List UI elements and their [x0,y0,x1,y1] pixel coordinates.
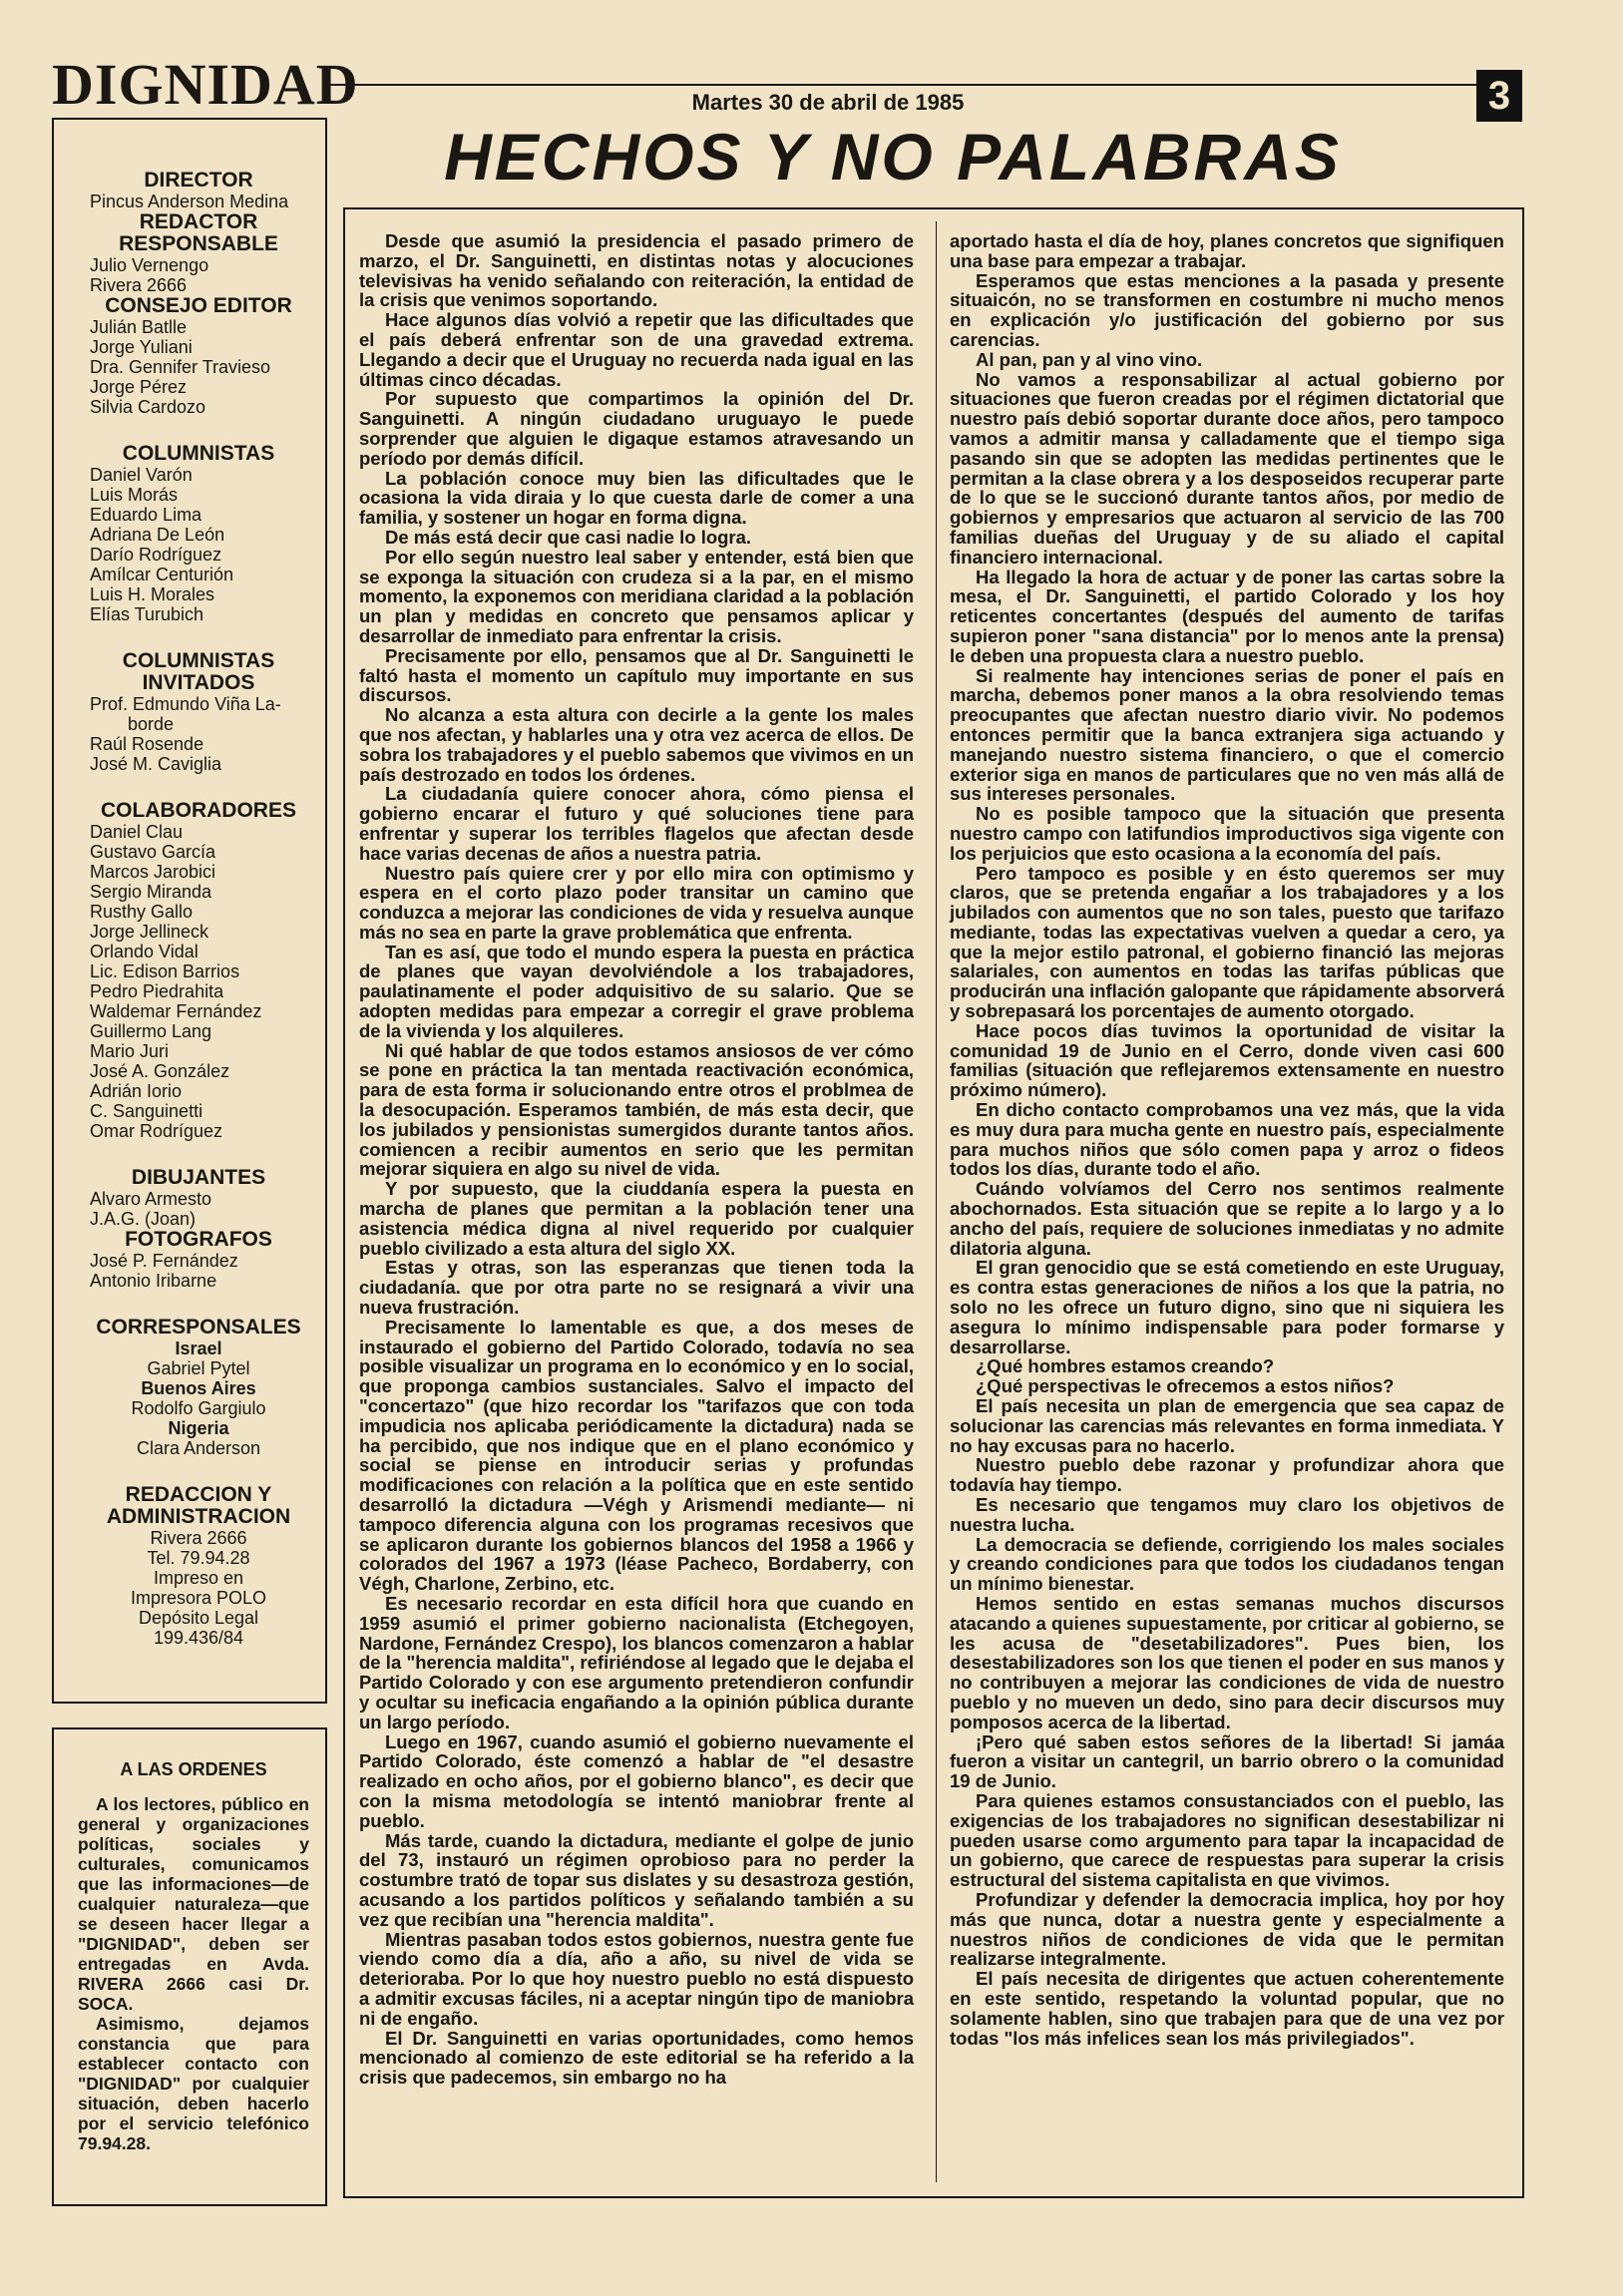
article-paragraph: En dicho contacto comprobamos una vez más, que la vida es muy dura para mucha gente en nuestro país, especialmente para muchos niños que sólo comen papa y arroz o fideos todos los días, durante todo el año. [950,1099,1504,1180]
article-paragraph: La población conoce muy bien las dificultades que le ocasiona la vida diraia y lo que cuesta darle de comer a una familia, y sostener un hogar en forma digna. [359,467,914,529]
staff-name: Adriana De León [90,525,225,545]
redactor-heading: REDACTOR RESPONSABLE [119,210,278,255]
staff-name: Gustavo García [90,842,216,862]
staff-name: Waldemar Fernández [90,1001,262,1021]
article-paragraph: Esperamos que estas menciones a la pasada y presente situaicón, no se transformen en costumbre ni mucho menos en explicación y/o justificación del gobierno por sus carencias. [950,269,1504,350]
staff-name: Jorge Yuliani [90,337,193,357]
article-paragraph: El gran genocidio que se está cometiendo en este Uruguay, es contra estas generaciones de niños a los que la patria, no solo no les ofrece un futuro digno, sino que ni siquiera les asegura lo mínimo indispensable para poder formarse y desarrollarse. [950,1257,1504,1357]
staff-name: Guillermo Lang [90,1021,212,1041]
redaccion-line: Impresora POLO [130,1588,267,1608]
article-paragraph: Hace pocos días tuvimos la oportunidad de visitar la comunidad 19 de Junio en el Cerro, donde viven casi 600 familias (situación que reflejaremos extensamente en nuestro próximo número). [950,1019,1504,1101]
staff-name: Rusthy Gallo [90,902,194,922]
staff-name: Daniel Varón [90,465,193,485]
staff-name: Lic. Edison Barrios [90,961,240,981]
article-paragraph: Estas y otras, son las esperanzas que tienen toda la ciudadanía. que por otra parte no se resignará a vivir una nueva frustración. [359,1257,914,1319]
columnistas-heading: COLUMNISTAS [122,442,275,465]
article-paragraph: Por ello según nuestro leal saber y entender, está bien que se exponga la situación con crudeza si a la par, en el mismo momento, la exponemos con meridiana claridad a la población un plan y medidas en concreto que pensamos aplicar y desarrollar de inmediato para enfrentar la crisis. [359,546,914,646]
corresponsal-name: Gabriel Pytel [147,1358,250,1378]
redaccion-line: 199.436/84 [153,1628,244,1648]
staff-name: Jorge Pérez [90,377,188,397]
redaccion-line: Rivera 2666 [150,1528,247,1548]
article-paragraph: Hemos sentido en estas semanas muchos discursos atacando a quienes supuestamente, por criticar al gobierno, se les acusa de "desetabilizadores". Pues bien, los desestabilizadores son los que tienen el poder en sus manos y no contribuyen a mejorar las condiciones de vida de nuestro pueblo y no mueven un dedo, sino para decir discursos muy pomposos acerca de la libertad. [950,1592,1504,1732]
article-paragraph: Nuestro pueblo debe razonar y profundizar ahora que todavía hay tiempo. [950,1454,1504,1496]
staff-name: Pedro Piedrahita [90,981,224,1001]
article-paragraph: La ciudadanía quiere conocer ahora, cómo piensa el gobierno encarar el futuro y qué soluciones tiene para enfrentar y superar los terribles flagelos que afectan desde hace varias decenas de años a nuestra patria. [359,783,914,864]
notice-title: A LAS ORDENES [120,1759,267,1779]
corresponsal-place: Nigeria [168,1418,229,1438]
article-column-2 [950,231,1504,2048]
staff-name: Silvia Cardozo [90,397,206,417]
staff-box [52,118,327,1704]
invitados-heading: COLUMNISTAS INVITADOS [122,649,275,694]
masthead-rule [329,84,1481,86]
staff-name: Luis H. Morales [90,584,215,604]
staff-name: Sergio Miranda [90,882,212,902]
article-paragraph: Ni qué hablar de que todos estamos ansiosos de ver cómo se pone en práctica la tan mentada reactivación económica, para de esta forma ir solucionando entre otros el problmea de la desocupación. Esperamos también, de más esta decir, que los jubilados y pensionistas sumergidos durante tantos años. comiencen a recibir aumentos en serio que les permitan mejorar siquiera en algo su nivel de vida. [359,1039,914,1180]
article-paragraph: Profundizar y defender la democracia implica, hoy por hoy más que nunca, dotar a nuestra gente y especialmente a nuestros niños de condiciones de vida que le permitan realizarse integralmente. [950,1888,1504,1970]
notice-paragraph: A los lectores, público en general y organizaciones políticas, sociales y culturales, comunicamos que las informaciones—de cualquier naturaleza—que se deseen hacer llegar a "DIGNIDAD", deben ser entregadas en Avda. RIVERA 2666 casi Dr. SOCA. [78,1794,309,2014]
article-paragraph: ¿Qué hombres estamos creando? [976,1355,1275,1377]
article-paragraph: No vamos a responsabilizar al actual gobierno por situaciones que fueron creadas por el régimen dictatorial que nuestro país debió soportar durante doce años, pero tampoco vamos a admitir mansa y calladamente que el tiempo siga pasando sin que se adopten las medidas pertinentes que le permitan a la clase obrera y a los desposeidos recuperar parte de lo que se le succionó durante tantos años, por medio de gobiernos y empresarios que actuaron al servicio de las 700 familias dueñas del Uruguay y de su aliado el capital financiero internacional. [950,368,1504,568]
corresponsal-place: Israel [175,1339,222,1358]
article-paragraph: El país necesita un plan de emergencia que sea capaz de solucionar las carencias más relevantes en forma inmediata. Y no hay excusas para no hacerlo. [950,1395,1504,1456]
staff-name: Adrián Iorio [90,1081,183,1101]
colaboradores-heading: COLABORADORES [100,799,296,822]
article-paragraph: Es necesario recordar en esta difícil hora que cuando en 1959 asumió el primer gobierno nacionalista (Etchegoyen, Nardone, Fernández Crespo), los blancos comenzaron a hablar de la "herencia maldita", refiriéndose al legado que le dejaba el Partido Colorado y con ese argumento pretendieron confundir y ocultar su ineficacia engañando a la opinión pública durante un largo período. [359,1592,914,1732]
issue-date: Martes 30 de abril de 1985 [691,90,965,115]
article-column-1 [359,231,914,2088]
article-paragraph: aportado hasta el día de hoy, planes concretos que signifiquen una base para empezar a trabajar. [950,230,1504,271]
consejo-heading: CONSEJO EDITOR [105,294,292,317]
article-paragraph: Precisamente lo lamentable es que, a dos meses de instaurado el gobierno del Partido Colorado, todavía no sea posible visualizar un programa en lo económico y en lo social, que proponga cambios sustanciales. Salvo el impacto del "concertazo" (que hizo recordar los "tarifazos que con toda impudicia nos aplicaba periódicamente la dictadura) nada se ha percibido, que nos indique que en el plano económico y social se piense en introducir serias y profundas modificaciones con relación a la política que en este sentido desarrolló la dictadura —Végh y Arismendi mediante— ni tampoco diferencia alguna con los programas recesivos que se aplicaron durante los gobiernos blancos del 1958 a 1966 y colorados del 1967 a 1973 (léase Pacheco, Bordaberry, con Végh, Charlone, Zerbino, etc. [359,1316,914,1595]
notice-paragraph: Asimismo, dejamos constancia que para establecer contacto con "DIGNIDAD" por cualquier situación, deben hacerlo por el servicio telefónico 79.94.28. [78,2014,309,2153]
article-paragraph: Ha llegado la hora de actuar y de poner las cartas sobre la mesa, el Dr. Sanguinetti, el partido Colorado y los hoy reticentes concertantes (después del aumento de tarifas supieron poner "sana distancia" por lo menos ante la prensa) le deben una propuesta clara a nuestro pueblo. [950,566,1504,666]
notice-body [78,1794,309,2153]
staff-name: Elías Turubich [90,604,204,624]
staff-name: Amílcar Centurión [90,565,234,584]
staff-name: Alvaro Armesto [90,1189,212,1209]
corresponsal-name: Rodolfo Gargiulo [131,1398,266,1418]
staff-name: José M. Caviglia [90,754,222,774]
staff-name: C. Sanguinetti [90,1101,203,1121]
dibujantes-heading: DIBUJANTES [131,1166,266,1189]
article-paragraph: No es posible tampoco que la situación que presenta nuestro campo con latifundios improductivos siga vigente con los perjuicios que esto ocasiona a la economía del país. [950,803,1504,864]
article-paragraph: Mientras pasaban todos estos gobiernos, nuestra gente fue viendo como día a día, año a año, su nivel de vida se deterioraba. Por lo que hoy nuestro pueblo no está dispuesto a admitir excusas fáciles, ni a aceptar ningún tipo de maniobra ni de engaño. [359,1928,914,2029]
article-paragraph: La democracia se defiende, corrigiendo los males sociales y creando condiciones para que todos los ciudadanos tengan un mínimo bienestar. [950,1533,1504,1595]
staff-name: Mario Juri [90,1041,170,1061]
staff-name: Luis Morás [90,485,179,505]
notice-box [52,1727,327,2206]
fotografos-heading: FOTOGRAFOS [125,1228,272,1251]
article-paragraph: Tan es así, que todo el mundo espera la puesta en práctica de planes que vayan devolviéndole a los trabajadores, paulatinamente el poder adquisitivo de su salario. Que se adopten medidas para empezar a corregir el grave problema de la vivienda y los alquileres. [359,941,914,1041]
staff-name: Marcos Jarobici [90,862,216,882]
staff-name: Julián Batlle [90,317,188,337]
staff-name: José A. González [90,1061,230,1081]
article-paragraph: No alcanza a esta altura con decirle a la gente los males que nos afectan, y hablarles una y otra vez acerca de ellos. De sobra los trabajadores y el pueblo sabemos que vivimos en un país destrozado en todos los órdenes. [359,704,914,785]
staff-name: Julio Vernengo [90,255,209,275]
redaccion-line: Impreso en [153,1568,244,1588]
article-paragraph: Precisamente por ello, pensamos que al Dr. Sanguinetti le faltó hasta el momento un capítulo muy importante en sus discursos. [359,644,914,706]
article-paragraph: Para quienes estamos consustanciados con el pueblo, las exigencias de los trabajadores no significan desestabilizar ni pueden usarse como argumento para tapar la incapacidad de un gobierno, que carece de respuestas para superar la crisis estructural del sistema capitalista en que vivimos. [950,1789,1504,1891]
article-paragraph: Al pan, pan y al vino vino. [976,348,1203,370]
staff-name: Darío Rodríguez [90,545,222,565]
article-paragraph: El país necesita de dirigentes que actuen coherentemente en este sentido, respetando la voluntad popular, que no solamente hablen, sino que trabajen para que de una vez por todas "los más infelices sean los más privilegiados". [950,1968,1504,2049]
article-paragraph: Desde que asumió la presidencia el pasado primero de marzo, el Dr. Sanguinetti, en distintas notas y alocuciones televisivas ha venido señalando con reiteración, la entidad de la crisis que venimos soportando. [359,230,914,311]
staff-name: Eduardo Lima [90,505,203,525]
redaccion-line: Depósito Legal [138,1608,259,1628]
column-rule [936,221,937,2182]
staff-name: Prof. Edmundo Viña La- [90,694,281,714]
corresponsales-heading: CORRESPONSALES [96,1316,301,1339]
director-heading: DIRECTOR [144,169,253,191]
staff-name: borde [128,714,175,734]
article-paragraph: De más está decir que casi nadie lo logra. [385,526,752,548]
article-paragraph: Nuestro país quiere crer y por ello mira con optimismo y espera en el corto plazo poder transitar un camino que conduzca a mejorar las condiciones de vida y resuelva aunque más no sea en parte la grave problemática que enfrenta. [359,862,914,943]
article-paragraph: ¡Pero qué saben estos señores de la libertad! Si jamáa fueron a visitar un cantegril, un barrio obrero o la comunidad 19 de Junio. [950,1730,1504,1792]
staff-name: Daniel Clau [90,822,184,842]
staff-name: Orlando Vidal [90,942,199,961]
article-paragraph: ¿Qué perspectivas le ofrecemos a estos niños? [976,1375,1395,1397]
article-paragraph: Más tarde, cuando la dictadura, mediante el golpe de junio del 73, instauró un régimen oprobioso para no perder la costumbre trató de topar sus dislates y su desastroza gestión, acusando a los partidos políticos y señalando también a su vez que recibían una "herencia maldita". [359,1829,914,1930]
staff-name: Rivera 2666 [90,275,188,295]
article-paragraph: Cuándo volvíamos del Cerro nos sentimos realmente abochornados. Esta situación que se repite a lo largo y a lo ancho del país, requiere de soluciones inmediatas y no admite dilatoria alguna. [950,1178,1504,1259]
article-paragraph: Luego en 1967, cuando asumió el gobierno nuevamente el Partido Colorado, éste comenzó a hablar de "el desastre realizado en ocho años, por el gobierno blanco", es decir que con la misma metodología se intentó maniobrar frente al pueblo. [359,1730,914,1831]
article-paragraph: Hace algunos días volvió a repetir que las dificultades que el país deberá enfrentar son de una gravedad extrema. Llegando a decir que el Uruguay no recuerda nada igual en las últimas cinco décadas. [359,309,914,390]
staff-name: Omar Rodríguez [90,1121,223,1141]
staff-name: Antonio Iribarne [90,1271,217,1291]
article-paragraph: Es necesario que tengamos muy claro los objetivos de nuestra lucha. [950,1494,1504,1535]
staff-name: Dra. Gennifer Travieso [90,357,271,377]
redaccion-heading: REDACCION Y ADMINISTRACION [106,1483,291,1528]
article-paragraph: El Dr. Sanguinetti en varias oportunidades, como hemos mencionado al comienzo de este editorial se ha referido a la crisis que padecemos, sin embargo no ha [359,2027,914,2089]
staff-name: Jorge Jellineck [90,922,209,942]
masthead-logo: DIGNIDAD [52,52,359,117]
staff-name: Raúl Rosende [90,734,204,754]
redaccion-line: Tel. 79.94.28 [147,1548,250,1568]
article-paragraph: Y por supuesto, que la ciuddanía espera la puesta en marcha de planes que permitan a la población tener una asistencia médica digna al nivel requerido por cualquier pueblo civilizado a esta altura del siglo XX. [359,1178,914,1259]
director-name: Pincus Anderson Medina [90,191,289,211]
corresponsal-place: Buenos Aires [141,1378,256,1398]
corresponsal-name: Clara Anderson [136,1438,261,1458]
article-headline: HECHOS Y NO PALABRAS [444,120,1342,193]
staff-name: José P. Fernández [90,1251,238,1271]
staff-name: J.A.G. (Joan) [90,1209,197,1229]
article-paragraph: Si realmente hay intenciones serias de poner el país en marcha, debemos poner manos a la obra resolviendo temas preocupantes que afectan nuestro diario vivir. No podemos entonces permitir que la banca extranjera siga actuando y manejando nuestro sistema financiero, o que el comercio exterior siga en manos de particulares que no ven más allá de sus intereses personales. [950,664,1504,805]
article-paragraph: Por supuesto que compartimos la opinión del Dr. Sanguinetti. A ningún ciudadano uruguayo le puede sorprender que alguien le digaque estamos atravesando un período por demás difícil. [359,388,914,469]
page-number-badge: 3 [1476,70,1522,122]
article-paragraph: Pero tampoco es posible y en ésto queremos ser muy claros, que se pretenda engañar a los trabajadores y a los jubilados con aumentos que no son tales, puesto que tarifazo mediante, todas las expectativas vuelven a quedar a cero, ya que la mejor estilo patronal, el gobierno financió las mejoras salariales, con aumentos en todas las tarifas públicas que producirán una inflación galopante que rápidamente absorverá y sobrepasará los porcentajes de aumento otorgado. [950,862,1504,1022]
